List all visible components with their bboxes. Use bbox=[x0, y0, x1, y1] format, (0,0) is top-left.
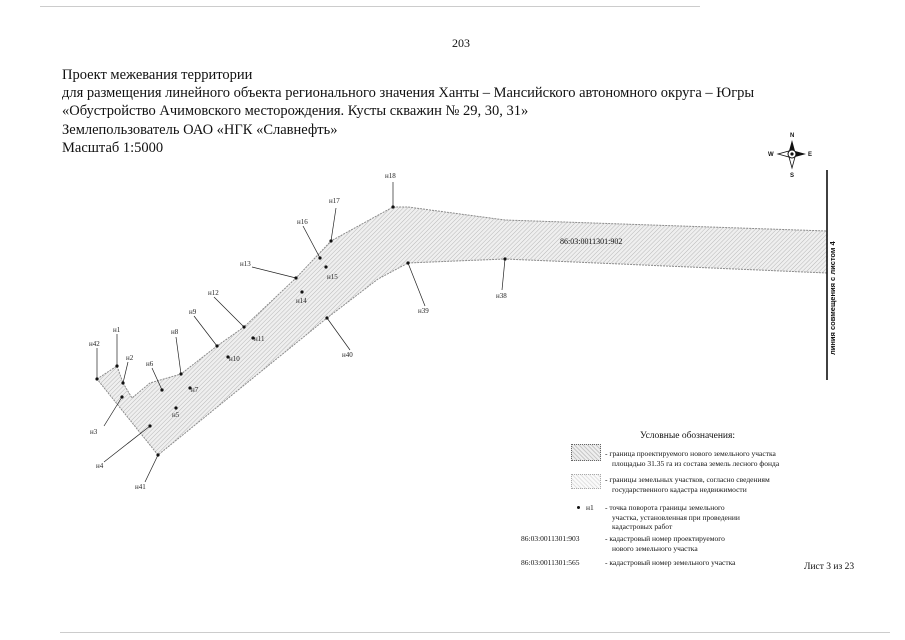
point-label: н40 bbox=[342, 351, 353, 359]
legend-cad-new-line-2: нового земельного участка bbox=[612, 543, 698, 553]
compass-e: E bbox=[808, 152, 813, 158]
point-label: н18 bbox=[385, 172, 396, 180]
point-label: н13 bbox=[240, 260, 251, 268]
legend-point-icon bbox=[577, 506, 580, 509]
point-label: н5 bbox=[172, 411, 180, 419]
point-label: н38 bbox=[496, 292, 507, 300]
point-label: н16 bbox=[297, 218, 308, 226]
title-line-2: для размещения линейного объекта регионального значения Ханты – Мансийского автономного округа – Югры bbox=[62, 85, 755, 102]
point-label: н8 bbox=[171, 328, 179, 336]
point-label: н2 bbox=[126, 354, 134, 362]
point-label: н10 bbox=[229, 355, 240, 363]
legend-turnpoint-line-2: участка, установленная при проведении bbox=[612, 512, 740, 522]
legend-turnpoint-line-1: - точка поворота границы земельного bbox=[605, 503, 725, 512]
point-label: н6 bbox=[146, 360, 154, 368]
point-label: н4 bbox=[96, 462, 104, 470]
point-label: н15 bbox=[327, 273, 338, 281]
point-label: н12 bbox=[208, 289, 219, 297]
legend-parcel-line-1: - граница проектируемого нового земельного участка bbox=[605, 449, 776, 458]
sheet-number: Лист 3 из 23 bbox=[804, 562, 855, 572]
legend-title: Условные обозначения: bbox=[640, 431, 736, 441]
land-user-line: Землепользователь ОАО «НГК «Славнефть» bbox=[62, 121, 338, 138]
legend-existing-text bbox=[605, 475, 770, 494]
title-line-1: Проект межевания территории bbox=[62, 67, 253, 83]
legend-existing-line-1: - границы земельных участков, согласно сведениям bbox=[605, 475, 770, 484]
scale-line: Масштаб 1:5000 bbox=[62, 139, 164, 156]
cadastral-number-label: 86:03:0011301:902 bbox=[560, 237, 623, 246]
compass-s: S bbox=[790, 173, 795, 179]
point-label: н42 bbox=[89, 340, 100, 348]
compass-rose bbox=[768, 133, 812, 179]
compass-n: N bbox=[790, 133, 795, 139]
sheet-junction-label: линия совмещения с листом 4 bbox=[828, 241, 837, 355]
legend-existing-line-2: государственного кадастра недвижимости bbox=[612, 484, 747, 494]
legend-parcel-text bbox=[605, 449, 779, 468]
page-number: 203 bbox=[452, 36, 470, 50]
title-line-3: «Обустройство Ачимовского месторождения. Кусты скважин № 29, 30, 31» bbox=[62, 103, 529, 120]
parcel-polygon bbox=[97, 207, 827, 455]
legend-cad-new-number: 86:03:0011301:903 bbox=[521, 534, 580, 543]
point-label: н3 bbox=[90, 428, 98, 436]
point-label: н11 bbox=[254, 335, 265, 343]
legend-turnpoint-line-3: кадастровых работ bbox=[612, 522, 673, 532]
legend-cad-new-line-1: - кадастровый номер проектируемого bbox=[605, 534, 725, 543]
point-label: н1 bbox=[113, 326, 121, 334]
point-label: н7 bbox=[191, 386, 199, 394]
legend-parcel-line-2: площадью 31.35 га из состава земель лесного фонда bbox=[612, 458, 780, 468]
legend-turnpoint-text bbox=[605, 503, 740, 532]
point-label: н14 bbox=[296, 297, 307, 305]
legend-parcel-swatch bbox=[571, 444, 601, 461]
point-label: н17 bbox=[329, 197, 340, 205]
legend-cad-existing-text: - кадастровый номер земельного участка bbox=[605, 558, 736, 567]
point-label: н9 bbox=[189, 308, 197, 316]
legend-cad-new-text bbox=[605, 534, 725, 553]
legend-point-marker-label: н1 bbox=[586, 503, 594, 512]
compass-w: W bbox=[768, 152, 774, 158]
legend-existing-swatch bbox=[571, 474, 601, 489]
point-label: н39 bbox=[418, 307, 429, 315]
point-label: н41 bbox=[135, 483, 146, 491]
legend-cad-existing-number: 86:03:0011301:565 bbox=[521, 558, 580, 567]
